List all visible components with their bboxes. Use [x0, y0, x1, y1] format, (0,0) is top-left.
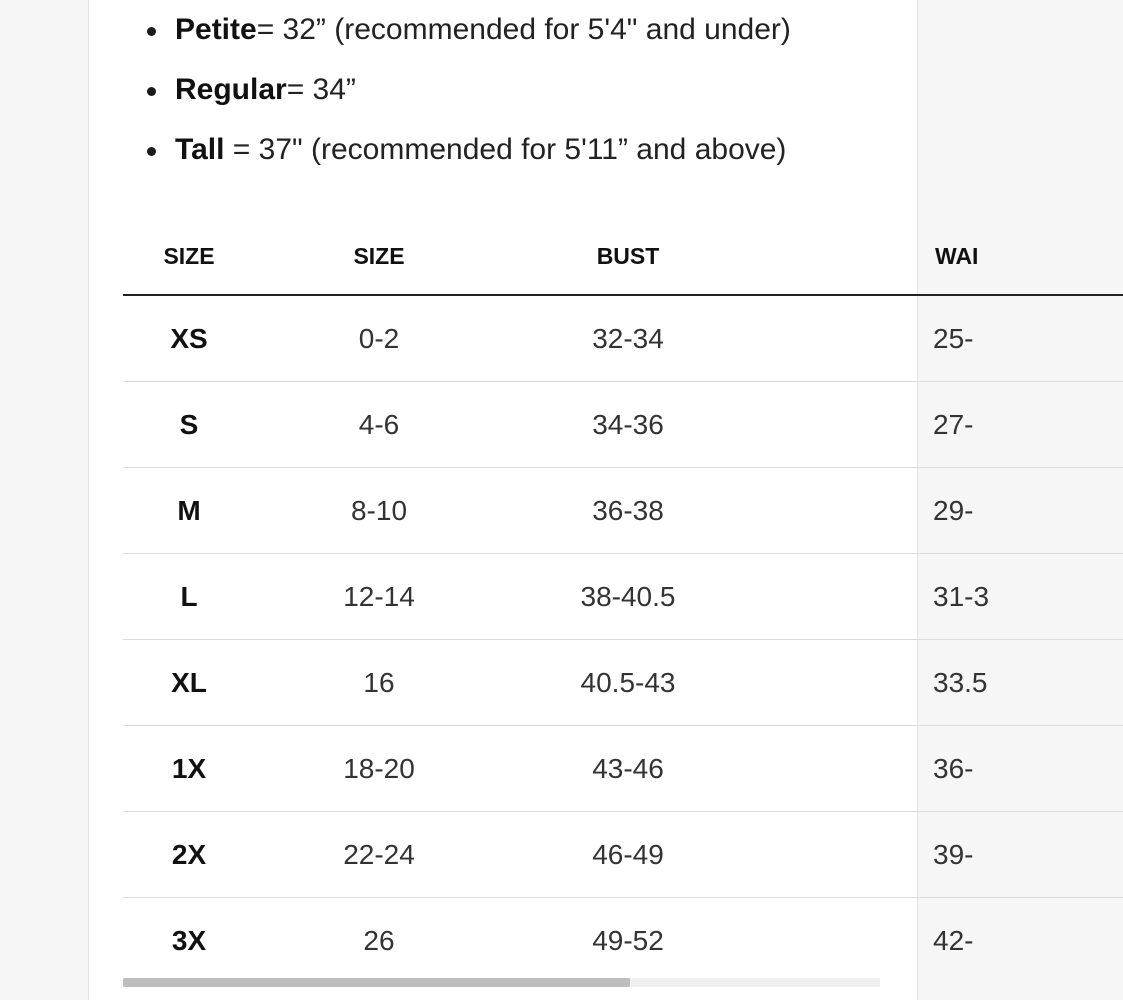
inseam-name: Tall [175, 133, 225, 166]
size-number-cell: 8-10 [255, 468, 503, 554]
waist-cell: 36- [753, 726, 1123, 812]
size-guide-panel [88, 0, 990, 1000]
column-header-size-label: SIZE [123, 218, 255, 295]
table-row [123, 640, 1123, 726]
inseam-option-regular [149, 60, 909, 120]
size-label-cell: 1X [123, 726, 255, 812]
size-number-cell: 22-24 [255, 812, 503, 898]
waist-cell: 39- [753, 812, 1123, 898]
size-label-cell: XL [123, 640, 255, 726]
table-row [123, 295, 1123, 382]
size-number-cell: 12-14 [255, 554, 503, 640]
size-chart-scroll-area[interactable] [123, 218, 990, 1000]
size-chart-table [123, 218, 1123, 983]
table-row [123, 468, 1123, 554]
waist-cell: 33.5 [753, 640, 1123, 726]
column-header-waist: WAI [753, 218, 1123, 295]
inseam-option-petite [149, 0, 909, 60]
waist-cell: 31-3 [753, 554, 1123, 640]
inseam-name: Petite [175, 13, 257, 46]
column-header-bust: BUST [503, 218, 753, 295]
bust-cell: 49-52 [592, 924, 664, 956]
inseam-detail: = 34” [286, 73, 356, 106]
size-chart-header-row [123, 218, 1123, 295]
inseam-name: Regular [175, 73, 287, 106]
bust-cell: 32-34 [503, 295, 753, 382]
table-row [123, 898, 1123, 984]
size-number-cell: 4-6 [255, 382, 503, 468]
size-label-cell: M [123, 468, 255, 554]
bust-cell: 46-49 [503, 812, 753, 898]
bust-cell: 34-36 [503, 382, 753, 468]
size-number-cell: 16 [255, 640, 503, 726]
inseam-option-tall [149, 120, 909, 180]
waist-cell: 29- [753, 468, 1123, 554]
size-number-cell: 26 [363, 924, 395, 956]
table-row [123, 726, 1123, 812]
bust-cell: 38-40.5 [503, 554, 753, 640]
bust-cell: 40.5-43 [503, 640, 753, 726]
horizontal-scrollbar[interactable] [123, 978, 880, 987]
size-label-cell: 2X [123, 812, 255, 898]
waist-cell: 42- [933, 924, 974, 956]
inseam-detail: = 37" (recommended for 5'11” and above) [224, 133, 787, 166]
bullet-icon [147, 27, 156, 36]
waist-cell: 25- [753, 295, 1123, 382]
bullet-icon [147, 87, 156, 96]
column-header-size-number: SIZE [255, 218, 503, 295]
waist-cell: 27- [753, 382, 1123, 468]
size-label-cell: S [123, 382, 255, 468]
size-label-cell: L [123, 554, 255, 640]
scrollbar-thumb[interactable] [123, 978, 630, 987]
bust-cell: 43-46 [503, 726, 753, 812]
inseam-options-list [149, 0, 909, 180]
table-row [123, 554, 1123, 640]
size-number-cell: 18-20 [255, 726, 503, 812]
table-row [123, 812, 1123, 898]
bullet-icon [147, 147, 156, 156]
table-row [123, 382, 1123, 468]
bust-cell: 36-38 [503, 468, 753, 554]
size-label-cell: XS [123, 295, 255, 382]
inseam-detail: = 32” (recommended for 5'4" and under) [256, 13, 791, 46]
size-number-cell: 0-2 [255, 295, 503, 382]
size-label-cell: 3X [171, 924, 207, 956]
